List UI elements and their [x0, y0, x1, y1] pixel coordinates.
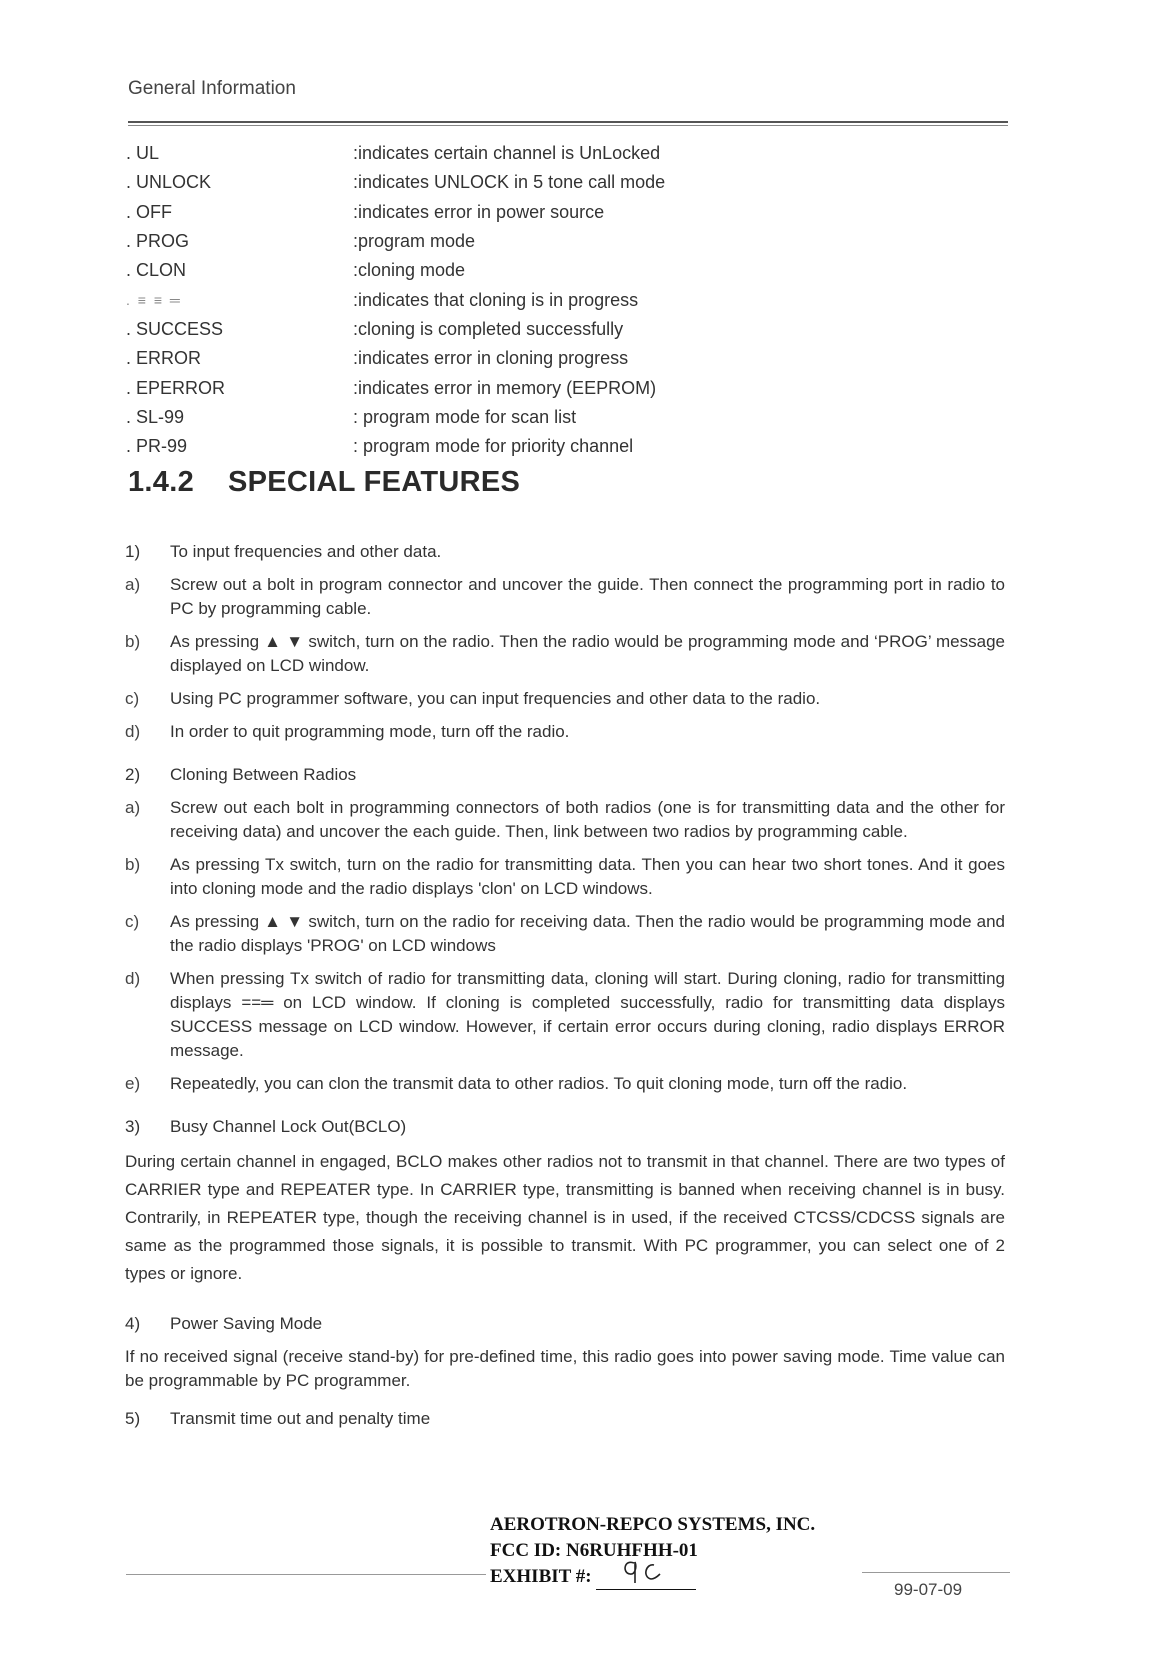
indicator-term: . CLON — [126, 260, 187, 281]
list-item-text: Repeatedly, you can clon the transmit data to other radios. To quit cloning mode, turn off the radio. — [170, 1074, 908, 1093]
list-item — [125, 853, 1005, 901]
header-rule — [128, 121, 1008, 126]
list-item-text: When pressing Tx switch of radio for transmitting data, cloning will start. During cloning, radio for transmitting displays ==═ on LCD window. If cloning is completed successfully, radio for transmitting data displays SUCCESS message on LCD window. However, if certain error occurs during cloning, radio displays ERROR message. — [170, 969, 1005, 1060]
indicator-row — [126, 403, 1006, 432]
feature-title-text: Transmit time out and penalty time — [170, 1409, 431, 1428]
stamp-fcc-id: FCC ID: N6RUHFHH-01 — [490, 1540, 698, 1561]
stamp-company: AEROTRON-REPCO SYSTEMS, INC. — [490, 1514, 816, 1535]
feature-paragraph: During certain channel in engaged, BCLO makes other radios not to transmit in that channel. There are two types of CARRIER type and REPEATER type. In CARRIER type, transmitting is banned when receiving channel is in busy. Contrarily, in REPEATER type, though the receiving channel is in used, if the received CTCSS/CDCSS signals are same as the programmed those signals, it is possible to transmit. With PC programmer, you can select one of 2 types or ignore. — [125, 1152, 1005, 1283]
feature-number: 1) — [125, 542, 141, 561]
indicator-term: . EPERROR — [126, 377, 226, 398]
indicator-desc: :indicates error in cloning progress — [353, 348, 629, 369]
list-item — [125, 630, 1005, 678]
feature-title — [125, 1407, 1005, 1431]
indicator-desc: :cloning mode — [353, 260, 466, 281]
feature-number: 5) — [125, 1409, 141, 1428]
indicator-term: . UL — [126, 143, 160, 164]
list-item-label: b) — [125, 632, 141, 651]
footer-rule-right — [862, 1572, 1010, 1573]
stamp-exhibit — [490, 1564, 815, 1590]
indicator-row — [126, 432, 1006, 461]
list-item-text: As pressing ▲ ▼ switch, turn on the radio. Then the radio would be programming mode and ‘PROG’ message displayed on LCD window. — [170, 632, 1005, 675]
indicator-row — [126, 373, 1006, 402]
indicator-desc: : program mode for scan list — [353, 406, 577, 427]
list-item — [125, 1072, 1005, 1096]
indicator-row — [126, 139, 1006, 168]
list-item — [125, 967, 1005, 1063]
indicator-term: . PROG — [126, 231, 190, 252]
stamp-exhibit-label: EXHIBIT #: — [490, 1566, 592, 1587]
list-item-text: Screw out a bolt in program connector and uncover the guide. Then connect the programming port in radio to PC by programming cable. — [170, 575, 1005, 618]
feature-title — [125, 1312, 1005, 1336]
list-item — [125, 796, 1005, 844]
list-item-label: d) — [125, 969, 141, 988]
indicator-desc: :indicates error in power source — [353, 201, 605, 222]
indicator-term-cloning-symbol: . ≡ ≡ ═ — [126, 292, 182, 309]
list-item-text: Screw out each bolt in programming connectors of both radios (one is for transmitting data and the other for receiving data) and uncover the each guide. Then, link between two radios by programming cable. — [170, 798, 1005, 841]
list-item — [125, 910, 1005, 958]
list-item — [125, 687, 1005, 711]
indicator-list — [126, 139, 1006, 461]
feature-title-text: Power Saving Mode — [170, 1314, 323, 1333]
stamp-exhibit-value-field — [596, 1571, 696, 1590]
indicator-row — [126, 315, 1006, 344]
list-item-label: c) — [125, 912, 140, 931]
list-item-label: c) — [125, 689, 140, 708]
list-item-text: As pressing Tx switch, turn on the radio for transmitting data. Then you can hear two short tones. And it goes into cloning mode and the radio displays 'clon' on LCD windows. — [170, 855, 1005, 898]
list-item-label: a) — [125, 575, 141, 594]
page-header-title: General Information — [128, 78, 296, 99]
feature-number: 3) — [125, 1117, 141, 1136]
list-item-label: d) — [125, 722, 141, 741]
indicator-term: . UNLOCK — [126, 172, 212, 193]
indicator-row — [126, 256, 1006, 285]
indicator-term: . PR-99 — [126, 436, 188, 457]
feature-title — [125, 763, 1005, 787]
indicator-desc: :program mode — [353, 231, 476, 252]
feature-number: 2) — [125, 765, 141, 784]
feature-title-text: Busy Channel Lock Out(BCLO) — [170, 1117, 407, 1136]
indicator-row — [126, 344, 1006, 373]
list-item-label: a) — [125, 798, 141, 817]
indicator-row — [126, 168, 1006, 197]
indicator-row — [126, 227, 1006, 256]
list-item-text: As pressing ▲ ▼ switch, turn on the radio for receiving data. Then the radio would be programming mode and the radio displays 'PROG' on LCD windows — [170, 912, 1005, 955]
indicator-term: . OFF — [126, 201, 172, 222]
indicator-term: . SUCCESS — [126, 318, 224, 339]
footer-date: 99-07-09 — [894, 1580, 963, 1599]
section-heading — [128, 466, 520, 499]
footer-rule-left — [126, 1574, 486, 1575]
section-number: 1.4.2 — [128, 466, 194, 498]
features-content — [125, 540, 1005, 1440]
feature-title — [125, 1115, 1005, 1139]
feature-number: 4) — [125, 1314, 141, 1333]
list-item-label: b) — [125, 855, 141, 874]
feature-paragraph: If no received signal (receive stand-by) for pre-defined time, this radio goes into power saving mode. Time value can be programmable by PC programmer. — [125, 1347, 1005, 1390]
section-title: SPECIAL FEATURES — [228, 466, 521, 498]
list-item-text: Using PC programmer software, you can input frequencies and other data to the radio. — [170, 689, 821, 708]
indicator-desc: :indicates certain channel is UnLocked — [353, 143, 661, 164]
feature-title — [125, 540, 1005, 564]
indicator-desc: :indicates UNLOCK in 5 tone call mode — [353, 172, 666, 193]
feature-title-text: To input frequencies and other data. — [170, 542, 442, 561]
fcc-exhibit-stamp — [490, 1512, 815, 1590]
indicator-term: . SL-99 — [126, 406, 185, 427]
indicator-desc: :indicates that cloning is in progress — [353, 289, 639, 310]
list-item — [125, 573, 1005, 621]
handwritten-exhibit-value — [620, 1557, 670, 1591]
list-item — [125, 720, 1005, 744]
list-item-label: e) — [125, 1074, 141, 1093]
indicator-row — [126, 285, 1006, 314]
indicator-desc: :cloning is completed successfully — [353, 318, 624, 339]
indicator-desc: : program mode for priority channel — [353, 436, 634, 457]
indicator-term: . ERROR — [126, 348, 202, 369]
list-item-text: In order to quit programming mode, turn off the radio. — [170, 722, 570, 741]
indicator-row — [126, 198, 1006, 227]
feature-title-text: Cloning Between Radios — [170, 765, 357, 784]
indicator-desc: :indicates error in memory (EEPROM) — [353, 377, 657, 398]
